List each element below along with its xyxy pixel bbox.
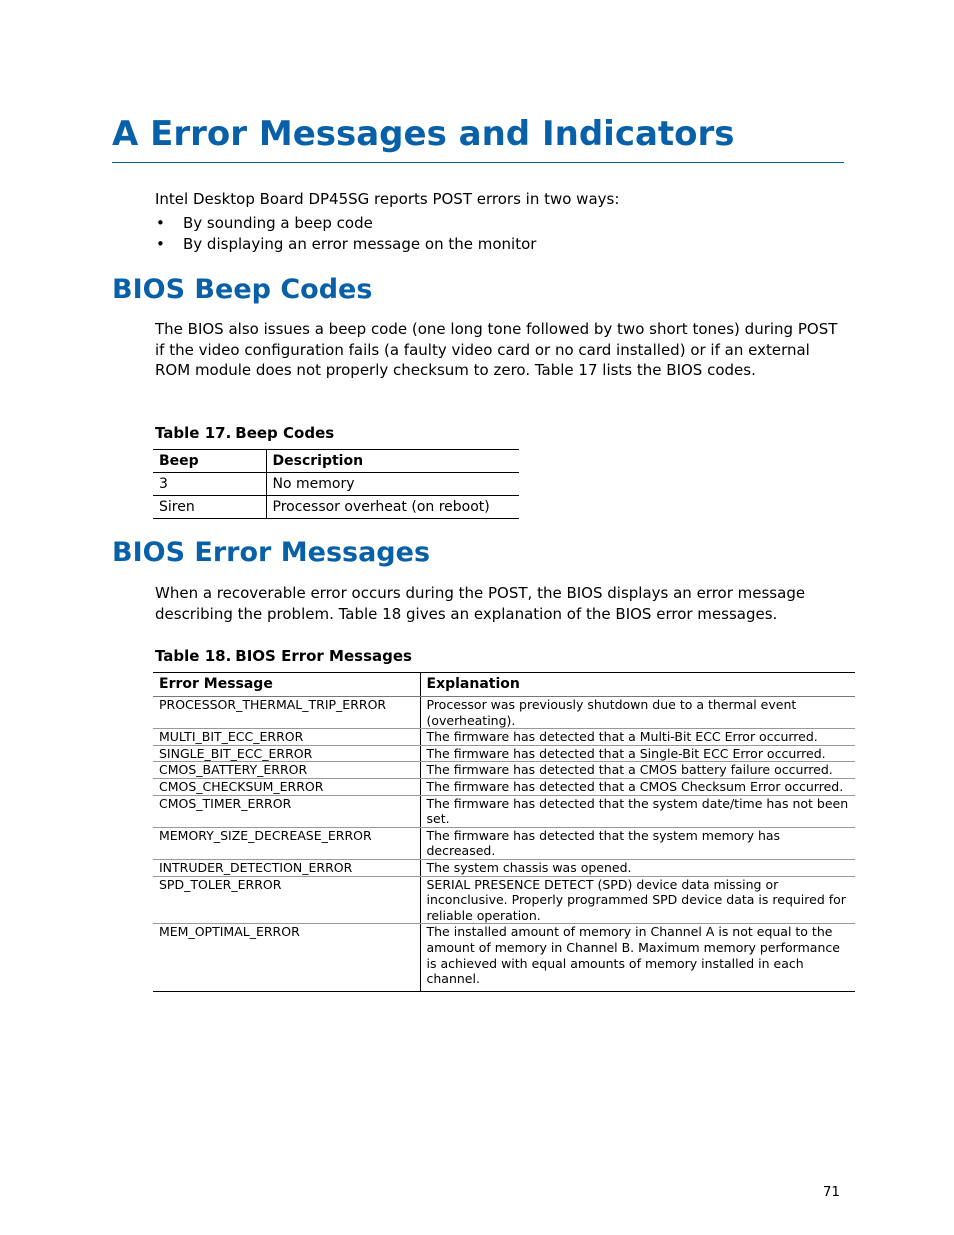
beep-codes-table [153, 449, 519, 519]
bullet-icon: • [156, 235, 165, 253]
table-caption-title: BIOS Error Messages [235, 647, 412, 665]
column-header-beep: Beep [153, 450, 266, 473]
beep-cell: 3 [153, 473, 266, 496]
error-message-cell: SPD_TOLER_ERROR [153, 876, 420, 924]
error-message-cell: CMOS_TIMER_ERROR [153, 795, 420, 827]
beep-cell: Siren [153, 496, 266, 519]
table-caption-number: Table 17. [155, 424, 232, 442]
table-row [153, 795, 855, 827]
error-messages-heading: BIOS Error Messages [112, 537, 431, 568]
intro-paragraph: Intel Desktop Board DP45SG reports POST errors in two ways: [155, 190, 620, 208]
table-row [153, 827, 855, 859]
explanation-cell: The firmware has detected that a Single-Bit ECC Error occurred. [420, 745, 855, 762]
table-header-row [153, 673, 855, 697]
table-header-row [153, 450, 519, 473]
error-messages-paragraph: When a recoverable error occurs during the POST, the BIOS displays an error message describing the problem. Table 18 gives an explanation of the BIOS error messages. [155, 584, 806, 623]
description-cell: Processor overheat (on reboot) [266, 496, 519, 519]
table-17-caption [155, 423, 334, 443]
table-caption-number: Table 18. [155, 647, 232, 665]
intro-bullet-list [155, 213, 536, 255]
column-header-error-message: Error Message [153, 673, 420, 697]
explanation-cell: The firmware has detected that a CMOS battery failure occurred. [420, 762, 855, 779]
table-row [153, 859, 855, 876]
bios-error-messages-table [153, 672, 855, 992]
table-row [153, 762, 855, 779]
error-message-cell: PROCESSOR_THERMAL_TRIP_ERROR [153, 697, 420, 729]
table-row [153, 473, 519, 496]
explanation-cell: SERIAL PRESENCE DETECT (SPD) device data missing or inconclusive. Properly programmed SPD device data is required for reliable operation. [420, 876, 855, 924]
description-cell: No memory [266, 473, 519, 496]
list-item-text: By displaying an error message on the monitor [183, 235, 537, 253]
chapter-title: A Error Messages and Indicators [112, 114, 735, 154]
chapter-title-rule [112, 162, 844, 163]
list-item-text: By sounding a beep code [183, 214, 373, 232]
table-row [153, 729, 855, 746]
beep-codes-heading: BIOS Beep Codes [112, 274, 373, 305]
explanation-cell: The firmware has detected that a Multi-Bit ECC Error occurred. [420, 729, 855, 746]
explanation-cell: The system chassis was opened. [420, 859, 855, 876]
bullet-icon: • [156, 214, 165, 232]
explanation-cell: The firmware has detected that the system memory has decreased. [420, 827, 855, 859]
error-message-cell: CMOS_CHECKSUM_ERROR [153, 778, 420, 795]
column-header-description: Description [266, 450, 519, 473]
table-row [153, 697, 855, 729]
table-caption-title: Beep Codes [235, 424, 335, 442]
explanation-cell: Processor was previously shutdown due to a thermal event (overheating). [420, 697, 855, 729]
column-header-explanation: Explanation [420, 673, 855, 697]
table-row [153, 496, 519, 519]
table-row [153, 745, 855, 762]
error-message-cell: CMOS_BATTERY_ERROR [153, 762, 420, 779]
explanation-cell: The firmware has detected that the system date/time has not been set. [420, 795, 855, 827]
table-row [153, 778, 855, 795]
list-item [155, 234, 536, 255]
error-message-cell: MEM_OPTIMAL_ERROR [153, 924, 420, 991]
list-item [155, 213, 536, 234]
table-row [153, 876, 855, 924]
table-row [153, 924, 855, 991]
table-18-caption [155, 646, 412, 666]
error-message-cell: SINGLE_BIT_ECC_ERROR [153, 745, 420, 762]
beep-codes-paragraph: The BIOS also issues a beep code (one long tone followed by two short tones) during POST if the video configuration fails (a faulty video card or no card installed) or if an external ROM module does not properly checksum to zero. Table 17 lists the BIOS codes. [155, 320, 838, 379]
error-message-cell: MEMORY_SIZE_DECREASE_ERROR [153, 827, 420, 859]
explanation-cell: The installed amount of memory in Channel A is not equal to the amount of memory in Channel B. Maximum memory performance is achieved with equal amounts of memory installed in each channel. [420, 924, 855, 991]
error-message-cell: MULTI_BIT_ECC_ERROR [153, 729, 420, 746]
error-message-cell: INTRUDER_DETECTION_ERROR [153, 859, 420, 876]
page-number: 71 [822, 1184, 840, 1200]
explanation-cell: The firmware has detected that a CMOS Checksum Error occurred. [420, 778, 855, 795]
